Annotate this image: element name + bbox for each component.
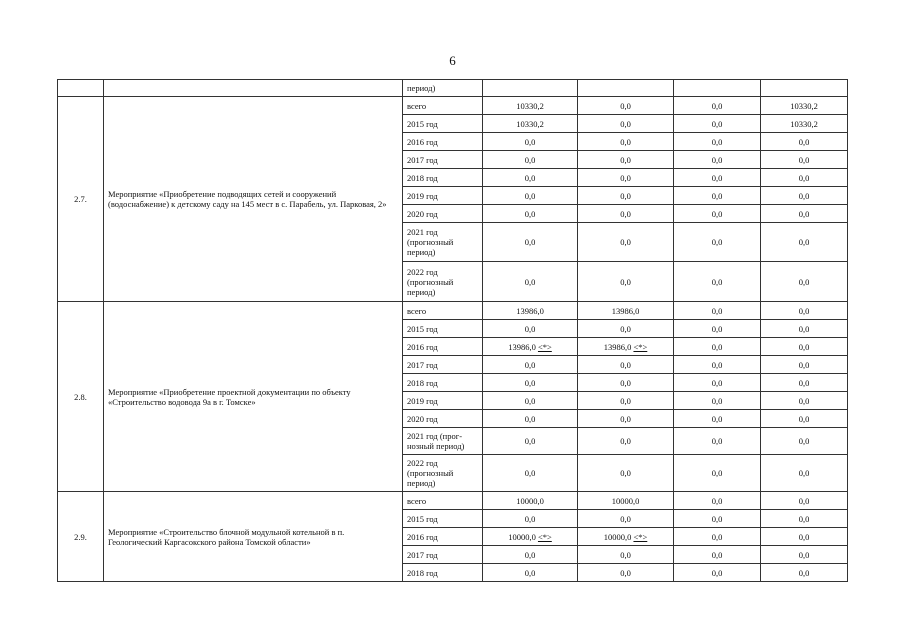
value-cell xyxy=(578,528,674,546)
value-text: 0,0 xyxy=(711,237,723,247)
value-text: 0,0 xyxy=(798,436,810,446)
value-text: 0,0 xyxy=(798,172,810,183)
period-cell: 2016 год xyxy=(403,528,483,546)
value-cell xyxy=(761,187,848,205)
value-text: 0,0 xyxy=(524,359,536,370)
value-cell xyxy=(761,223,848,262)
name-cell xyxy=(104,80,403,97)
value-text: 0,0 xyxy=(711,549,723,560)
value-cell xyxy=(761,374,848,392)
period-cell: 2015 год xyxy=(403,115,483,133)
value-text: 10330,2 xyxy=(790,118,818,129)
value-cell xyxy=(483,492,578,510)
value-text: 0,0 xyxy=(620,154,631,165)
value-cell xyxy=(674,564,761,582)
period-cell: 2015 год xyxy=(403,320,483,338)
value-cell xyxy=(578,115,674,133)
value-cell xyxy=(761,510,848,528)
value-text: 0,0 xyxy=(620,172,631,183)
value-text: 0,0 xyxy=(524,208,536,219)
value-text: 0,0 xyxy=(620,395,631,406)
value-text: 10000,0 xyxy=(603,531,632,542)
value-cell xyxy=(761,492,848,510)
number-cell xyxy=(58,80,104,97)
value-cell xyxy=(578,133,674,151)
value-text: 0,0 xyxy=(524,190,536,201)
value-text: 0,0 xyxy=(620,359,631,370)
value-cell xyxy=(483,410,578,428)
period-cell: 2018 год xyxy=(403,169,483,187)
value-text: 0,0 xyxy=(711,208,723,219)
value-text: 0,0 xyxy=(711,305,723,316)
value-cell xyxy=(674,356,761,374)
value-text: 0,0 xyxy=(711,136,723,147)
value-text: 10330,2 xyxy=(516,100,544,111)
value-text: 0,0 xyxy=(524,468,536,478)
value-cell xyxy=(761,428,848,455)
value-cell xyxy=(483,223,578,262)
value-cell xyxy=(578,510,674,528)
value-text: 10330,2 xyxy=(790,100,818,111)
value-cell xyxy=(483,546,578,564)
value-text: 0,0 xyxy=(524,395,536,406)
value-text: 0,0 xyxy=(620,436,631,446)
value-text: 0,0 xyxy=(620,136,631,147)
period-cell: период) xyxy=(403,80,483,97)
value-cell xyxy=(483,205,578,223)
value-cell xyxy=(674,528,761,546)
value-text: 13986,0 xyxy=(603,341,632,352)
value-cell xyxy=(674,320,761,338)
value-cell xyxy=(674,410,761,428)
row-number: 2.9. xyxy=(58,492,104,582)
period-cell: 2021 год (прогнозный период) xyxy=(403,223,483,262)
value-text: 13986,0 xyxy=(516,305,544,316)
value-text: 13986,0 xyxy=(611,305,640,316)
value-text: 0,0 xyxy=(620,549,631,560)
value-cell xyxy=(674,374,761,392)
value-cell xyxy=(761,169,848,187)
value-text: 0,0 xyxy=(711,323,723,334)
value-cell xyxy=(578,564,674,582)
period-cell: 2017 год xyxy=(403,151,483,169)
period-cell: 2015 год xyxy=(403,510,483,528)
value-cell xyxy=(483,169,578,187)
value-text: 0,0 xyxy=(798,208,810,219)
value-text: 0,0 xyxy=(798,276,810,287)
value-cell xyxy=(761,410,848,428)
value-text: 0,0 xyxy=(524,172,536,183)
value-cell xyxy=(578,410,674,428)
value-cell xyxy=(674,338,761,356)
value-cell xyxy=(483,320,578,338)
value-text: 0,0 xyxy=(711,468,723,478)
value-cell xyxy=(761,151,848,169)
value-text: 0,0 xyxy=(711,172,723,183)
value-cell xyxy=(483,392,578,410)
value-cell xyxy=(578,169,674,187)
value-text: 0,0 xyxy=(798,468,810,478)
measure-name: Мероприятие «Строительство блочной модульной котельной в п. Геологический Каргасокского района Томской области» xyxy=(104,492,403,582)
value-text: 13986,0 xyxy=(508,341,536,352)
value-text: 0,0 xyxy=(711,495,723,506)
value-text: 0,0 xyxy=(798,567,810,578)
period-cell: 2020 год xyxy=(403,205,483,223)
value-text: 10000,0 xyxy=(516,495,544,506)
value-text: 0,0 xyxy=(524,136,536,147)
period-cell: 2020 год xyxy=(403,410,483,428)
value-text: 10000,0 xyxy=(611,495,640,506)
value-text: 0,0 xyxy=(798,413,810,424)
table-row xyxy=(58,97,848,115)
value-cell xyxy=(578,338,674,356)
value-text: 0,0 xyxy=(711,118,723,129)
value-cell xyxy=(674,80,761,97)
value-text: 0,0 xyxy=(620,237,631,247)
value-cell xyxy=(483,115,578,133)
footnote-ref: <*> xyxy=(633,531,648,542)
value-text: 0,0 xyxy=(524,323,536,334)
value-cell xyxy=(674,302,761,320)
value-cell xyxy=(674,169,761,187)
value-text: 0,0 xyxy=(524,413,536,424)
value-cell xyxy=(578,80,674,97)
table-row xyxy=(58,492,848,510)
period-cell: 2019 год xyxy=(403,187,483,205)
value-text: 0,0 xyxy=(711,531,723,542)
value-text: 0,0 xyxy=(711,100,723,111)
value-cell xyxy=(674,205,761,223)
value-cell xyxy=(674,392,761,410)
value-text: 0,0 xyxy=(798,323,810,334)
value-text: 0,0 xyxy=(620,208,631,219)
value-cell xyxy=(578,374,674,392)
value-text: 0,0 xyxy=(524,377,536,388)
value-cell xyxy=(483,356,578,374)
period-cell: 2017 год xyxy=(403,356,483,374)
value-text: 10000,0 xyxy=(508,531,536,542)
value-cell xyxy=(578,262,674,302)
table-row xyxy=(58,80,848,97)
value-cell xyxy=(761,546,848,564)
value-cell xyxy=(761,564,848,582)
value-text: 0,0 xyxy=(711,154,723,165)
value-text: 0,0 xyxy=(711,436,723,446)
value-text: 0,0 xyxy=(711,359,723,370)
period-cell: 2017 год xyxy=(403,546,483,564)
value-cell xyxy=(761,205,848,223)
value-cell xyxy=(761,302,848,320)
value-cell xyxy=(674,262,761,302)
value-cell xyxy=(483,262,578,302)
value-text: 0,0 xyxy=(620,276,631,287)
footnote-ref: <*> xyxy=(537,341,552,352)
value-cell xyxy=(761,115,848,133)
value-text: 0,0 xyxy=(620,323,631,334)
period-cell: 2019 год xyxy=(403,392,483,410)
value-cell xyxy=(578,392,674,410)
value-cell xyxy=(578,320,674,338)
value-cell xyxy=(674,492,761,510)
value-text: 0,0 xyxy=(524,567,536,578)
value-text: 0,0 xyxy=(620,513,631,524)
value-text: 0,0 xyxy=(798,395,810,406)
value-text: 0,0 xyxy=(798,190,810,201)
value-text: 0,0 xyxy=(620,413,631,424)
value-cell xyxy=(483,528,578,546)
value-cell xyxy=(578,302,674,320)
value-cell xyxy=(674,151,761,169)
period-cell: 2016 год xyxy=(403,133,483,151)
value-cell xyxy=(578,546,674,564)
value-cell xyxy=(578,492,674,510)
value-cell xyxy=(761,528,848,546)
value-cell xyxy=(674,546,761,564)
value-cell xyxy=(483,428,578,455)
value-text: 0,0 xyxy=(711,276,723,287)
value-text: 0,0 xyxy=(798,154,810,165)
period-cell: всего xyxy=(403,97,483,115)
value-text: 0,0 xyxy=(798,495,810,506)
value-text: 0,0 xyxy=(620,377,631,388)
value-cell xyxy=(674,428,761,455)
value-text: 0,0 xyxy=(798,237,810,247)
value-text: 0,0 xyxy=(711,513,723,524)
value-text: 0,0 xyxy=(711,567,723,578)
value-cell xyxy=(674,133,761,151)
value-text: 10330,2 xyxy=(516,118,544,129)
value-cell xyxy=(674,510,761,528)
value-text: 0,0 xyxy=(620,567,631,578)
value-text: 0,0 xyxy=(620,468,631,478)
value-cell xyxy=(483,564,578,582)
value-cell xyxy=(761,320,848,338)
period-cell: всего xyxy=(403,302,483,320)
value-cell xyxy=(578,223,674,262)
value-cell xyxy=(483,133,578,151)
value-cell xyxy=(578,97,674,115)
footnote-ref: <*> xyxy=(633,341,648,352)
value-cell xyxy=(674,223,761,262)
value-text: 0,0 xyxy=(524,154,536,165)
value-cell xyxy=(761,262,848,302)
value-text: 0,0 xyxy=(711,413,723,424)
value-text: 0,0 xyxy=(524,276,536,287)
value-cell xyxy=(578,428,674,455)
value-cell xyxy=(483,510,578,528)
footnote-ref: <*> xyxy=(537,531,552,542)
value-text: 0,0 xyxy=(798,359,810,370)
period-cell: 2018 год xyxy=(403,374,483,392)
value-cell xyxy=(761,356,848,374)
period-cell: 2022 год (прогнозный период) xyxy=(403,455,483,492)
value-cell xyxy=(483,338,578,356)
value-cell xyxy=(674,97,761,115)
value-cell xyxy=(674,187,761,205)
value-text: 0,0 xyxy=(798,136,810,147)
value-cell xyxy=(578,455,674,492)
value-text: 0,0 xyxy=(620,118,631,129)
value-cell xyxy=(483,80,578,97)
value-cell xyxy=(578,356,674,374)
measure-name: Мероприятие «Приобретение проектной документации по объекту «Строительство водовода 9а в г. Томске» xyxy=(104,302,403,492)
value-text: 0,0 xyxy=(620,190,631,201)
value-cell xyxy=(578,151,674,169)
value-text: 0,0 xyxy=(711,377,723,388)
period-cell: 2021 год (прог-нозный период) xyxy=(403,428,483,455)
value-cell xyxy=(483,374,578,392)
value-text: 0,0 xyxy=(798,341,810,352)
row-number: 2.8. xyxy=(58,302,104,492)
budget-table xyxy=(57,79,848,582)
value-cell xyxy=(578,205,674,223)
value-text: 0,0 xyxy=(711,190,723,201)
value-text: 0,0 xyxy=(711,341,723,352)
value-cell xyxy=(761,133,848,151)
value-text: 0,0 xyxy=(620,100,631,111)
page-number: 6 xyxy=(449,53,456,68)
measure-name: Мероприятие «Приобретение подводящих сетей и сооружений (водоснабжение) к детскому саду на 145 мест в с. Парабель, ул. Парковая, 2» xyxy=(104,97,403,302)
value-cell xyxy=(761,97,848,115)
value-cell xyxy=(761,455,848,492)
value-text: 0,0 xyxy=(798,377,810,388)
value-text: 0,0 xyxy=(524,237,536,247)
value-cell xyxy=(483,187,578,205)
value-text: 0,0 xyxy=(711,395,723,406)
period-cell: всего xyxy=(403,492,483,510)
value-cell xyxy=(483,455,578,492)
value-cell xyxy=(483,151,578,169)
period-cell: 2018 год xyxy=(403,564,483,582)
value-text: 0,0 xyxy=(798,549,810,560)
value-cell xyxy=(483,302,578,320)
value-cell xyxy=(761,80,848,97)
value-cell xyxy=(483,97,578,115)
value-text: 0,0 xyxy=(524,549,536,560)
value-cell xyxy=(674,455,761,492)
period-cell: 2022 год (прогнозный период) xyxy=(403,262,483,302)
value-cell xyxy=(761,392,848,410)
value-text: 0,0 xyxy=(524,436,536,446)
row-number: 2.7. xyxy=(58,97,104,302)
value-text: 0,0 xyxy=(798,513,810,524)
period-cell: 2016 год xyxy=(403,338,483,356)
value-cell xyxy=(674,115,761,133)
table-row xyxy=(58,302,848,320)
value-cell xyxy=(578,187,674,205)
value-cell xyxy=(761,338,848,356)
value-text: 0,0 xyxy=(798,531,810,542)
value-text: 0,0 xyxy=(524,513,536,524)
value-text: 0,0 xyxy=(798,305,810,316)
